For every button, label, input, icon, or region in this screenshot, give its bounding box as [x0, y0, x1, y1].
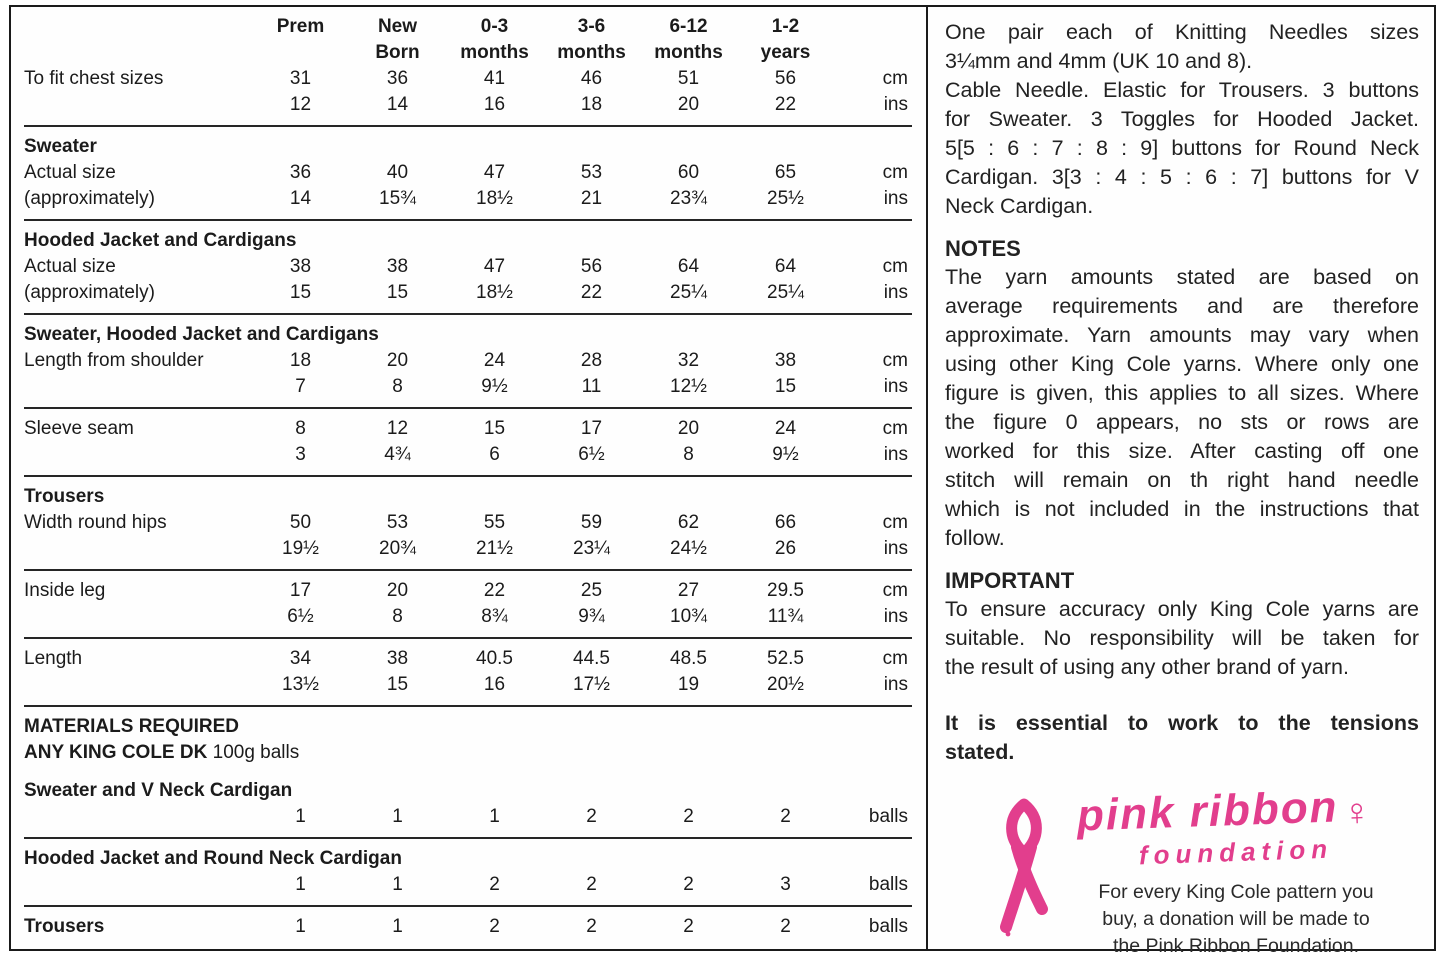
cell-value: 1: [392, 916, 403, 937]
cell-value: 2: [780, 806, 791, 827]
cell-value: 8: [295, 418, 306, 439]
cell-value: 2: [586, 806, 597, 827]
cell-value: 31: [289, 68, 312, 89]
cell-value: 25¼: [767, 282, 804, 303]
materials-subheading: [24, 740, 926, 766]
unit-label: ins: [883, 674, 908, 695]
cell-value: 41: [483, 68, 506, 89]
cell-value: 15: [289, 282, 312, 303]
table-row: [24, 646, 926, 672]
column-header-line: 6-12: [669, 16, 708, 37]
text-line: the result of using any other brand of yarn.: [945, 655, 1349, 679]
cell-value: 47: [483, 162, 506, 183]
unit-label: ins: [883, 444, 908, 465]
text-line: the Pink Ribbon Foundation.: [1112, 935, 1360, 957]
table-row: [24, 280, 926, 306]
female-symbol-icon: ♀: [1341, 791, 1374, 835]
cell-value: 19: [677, 674, 700, 695]
cell-value: 36: [386, 68, 409, 89]
cell-value: 51: [677, 68, 700, 89]
pattern-page: [9, 5, 1436, 957]
cell-value: 12½: [670, 376, 707, 397]
unit-label: cm: [882, 648, 908, 669]
cell-value: 24: [483, 350, 506, 371]
cell-value: 65: [774, 162, 797, 183]
cell-value: 1: [489, 806, 500, 827]
column-header-line: months: [654, 42, 723, 63]
cell-value: 15: [386, 282, 409, 303]
text-line: Cardigan. 3[3 : 4 : 5 : 6 : 7] buttons for V: [945, 165, 1419, 189]
table-row: [24, 536, 926, 562]
cell-value: 44.5: [573, 648, 610, 669]
cell-value: 10¾: [670, 606, 707, 627]
tension-note: [945, 709, 1419, 767]
cell-value: 1: [392, 874, 403, 895]
cell-value: 23¾: [670, 188, 707, 209]
text-line: approximate. Yarn amounts may vary when: [945, 323, 1419, 347]
column-header: [737, 14, 834, 66]
cell-value: 18: [289, 350, 312, 371]
cell-value: 29.5: [767, 580, 804, 601]
table-row: [24, 66, 926, 92]
unit-label: ins: [883, 538, 908, 559]
cell-value: 38: [386, 256, 409, 277]
cell-value: 8: [392, 606, 403, 627]
column-header-line: New: [377, 16, 418, 37]
section-header: Sweater: [24, 136, 97, 157]
cell-value: 55: [483, 512, 506, 533]
unit-label: ins: [883, 188, 908, 209]
table-row: [24, 160, 926, 186]
cell-value: 60: [677, 162, 700, 183]
cell-value: 20¾: [379, 538, 416, 559]
cell-value: 2: [586, 874, 597, 895]
cell-value: 52.5: [767, 648, 804, 669]
pink-ribbon-icon: [993, 797, 1055, 947]
cell-value: 2: [489, 874, 500, 895]
unit-label: balls: [868, 874, 908, 895]
text-line: One pair each of Knitting Needles sizes: [945, 20, 1419, 44]
row-label: Length: [24, 648, 83, 669]
unit-label: ins: [883, 282, 908, 303]
cell-value: 64: [677, 256, 700, 277]
table-row: [24, 510, 926, 536]
divider: [24, 219, 912, 221]
cell-value: 18½: [476, 282, 513, 303]
cell-value: 3: [780, 874, 791, 895]
text-line: figure is given, this applies to all sizes. Where: [945, 381, 1419, 405]
cell-value: 6½: [578, 444, 605, 465]
cell-value: 20: [677, 94, 700, 115]
table-row: [24, 374, 926, 400]
cell-value: 11: [581, 376, 602, 397]
notes-body: [945, 263, 1419, 553]
cell-value: 22: [580, 282, 603, 303]
cell-value: 56: [580, 256, 603, 277]
cell-value: 38: [774, 350, 797, 371]
table-row: [24, 604, 926, 630]
cell-value: 17: [289, 580, 312, 601]
cell-value: 22: [774, 94, 797, 115]
notes-heading: NOTES: [945, 236, 1021, 261]
divider: [24, 125, 912, 127]
column-header-line: Prem: [276, 16, 325, 37]
table-row: [24, 416, 926, 442]
cell-value: 18: [580, 94, 603, 115]
cell-value: 36: [289, 162, 312, 183]
column-header: [543, 14, 640, 66]
cell-value: 59: [580, 512, 603, 533]
cell-value: 20: [677, 418, 700, 439]
cell-value: 24½: [670, 538, 707, 559]
charity-name-line2: foundation: [1138, 833, 1334, 871]
text-line: It is essential to work to the tensions: [945, 711, 1419, 735]
cell-value: 1: [295, 916, 306, 937]
ball-section-header: Sweater and V Neck Cardigan: [24, 780, 293, 801]
text-line: The yarn amounts stated are based on: [945, 265, 1419, 289]
cell-value: 16: [483, 674, 506, 695]
cell-value: 24: [774, 418, 797, 439]
cell-value: 6: [489, 444, 500, 465]
materials-heading: MATERIALS REQUIRED: [24, 716, 239, 737]
cell-value: 2: [683, 916, 694, 937]
text-line: 3¼mm and 4mm (UK 10 and 8).: [945, 49, 1253, 73]
cell-value: 53: [580, 162, 603, 183]
cell-value: 15¾: [379, 188, 416, 209]
cell-value: 50: [289, 512, 312, 533]
cell-value: 1: [295, 806, 306, 827]
column-header-line: years: [760, 42, 811, 63]
row-label: Width round hips: [24, 512, 167, 533]
charity-caption: [1077, 879, 1395, 960]
unit-label: cm: [882, 162, 908, 183]
cell-value: 8¾: [481, 606, 508, 627]
table-row: [24, 804, 926, 830]
cell-value: 19½: [282, 538, 319, 559]
row-label: Trousers: [24, 916, 105, 937]
cell-value: 8: [683, 444, 694, 465]
cell-value: 62: [677, 512, 700, 533]
charity-name-text: pink ribbon: [1076, 782, 1340, 841]
charity-text: [1076, 782, 1395, 960]
table-header-row: [24, 14, 926, 66]
unit-label: cm: [882, 512, 908, 533]
table-row: [24, 186, 926, 212]
column-header-line: 0-3: [480, 16, 509, 37]
row-label: Actual size: [24, 256, 116, 277]
text-line: stated.: [945, 740, 1015, 764]
text-line: 5[5 : 6 : 7 : 8 : 9] buttons for Round Neck: [945, 136, 1419, 160]
column-header: [349, 14, 446, 66]
cell-value: 27: [677, 580, 700, 601]
cell-value: 14: [386, 94, 409, 115]
row-label: Actual size: [24, 162, 116, 183]
charity-name-line1: [1076, 783, 1395, 840]
column-header: [640, 14, 737, 66]
cell-value: 15: [483, 418, 506, 439]
table-row: [24, 672, 926, 698]
cell-value: 11¾: [767, 606, 804, 627]
divider: [24, 475, 912, 477]
unit-label: balls: [868, 806, 908, 827]
cell-value: 23¼: [573, 538, 610, 559]
text-line: which is not included in the instructions that: [945, 497, 1419, 521]
cell-value: 22: [483, 580, 506, 601]
cell-value: 32: [677, 350, 700, 371]
cell-value: 53: [386, 512, 409, 533]
column-header-line: months: [460, 42, 529, 63]
cell-value: 21½: [476, 538, 513, 559]
cell-value: 1: [392, 806, 403, 827]
unit-label: ins: [883, 376, 908, 397]
unit-label: cm: [882, 68, 908, 89]
text-line: worked for this size. After casting off one: [945, 439, 1419, 463]
cell-value: 20: [386, 580, 409, 601]
notes-panel: [928, 7, 1434, 957]
cell-value: 17½: [573, 674, 610, 695]
cell-value: 28: [580, 350, 603, 371]
section-header: Hooded Jacket and Cardigans: [24, 230, 297, 251]
row-label: Length from shoulder: [24, 350, 204, 371]
text-line: the figure 0 appears, no sts or rows are: [945, 410, 1419, 434]
cell-value: 3: [295, 444, 306, 465]
cell-value: 16: [483, 94, 506, 115]
cell-value: 9½: [772, 444, 799, 465]
cell-value: 4¾: [384, 444, 411, 465]
unit-label: cm: [882, 350, 908, 371]
divider: [24, 837, 912, 839]
cell-value: 20½: [767, 674, 804, 695]
divider: [24, 569, 912, 571]
size-table: [24, 14, 926, 940]
section-header: Sweater, Hooded Jacket and Cardigans: [24, 324, 379, 345]
row-label: (approximately): [24, 282, 155, 303]
cell-value: 2: [586, 916, 597, 937]
important-body: [945, 595, 1419, 682]
ball-section-header: Hooded Jacket and Round Neck Cardigan: [24, 848, 402, 869]
row-label: Inside leg: [24, 580, 106, 601]
size-table-panel: [11, 7, 928, 949]
cell-value: 2: [683, 874, 694, 895]
unit-label: cm: [882, 418, 908, 439]
table-row: [24, 92, 926, 118]
cell-value: 12: [289, 94, 312, 115]
column-header-line: 1-2: [771, 16, 800, 37]
unit-label: ins: [883, 606, 908, 627]
cell-value: 14: [289, 188, 312, 209]
text-line: using other King Cole yarns. Where only one: [945, 352, 1419, 376]
table-row: [24, 914, 926, 940]
cell-value: 17: [580, 418, 603, 439]
cell-value: 26: [774, 538, 797, 559]
cell-value: 56: [774, 68, 797, 89]
table-row: [24, 578, 926, 604]
divider: [24, 637, 912, 639]
text-line: average requirements and are therefore: [945, 294, 1419, 318]
cell-value: 66: [774, 512, 797, 533]
cell-value: 25: [580, 580, 603, 601]
yarn-name: ANY KING COLE DK: [24, 742, 208, 763]
cell-value: 40.5: [476, 648, 513, 669]
column-header-line: Born: [375, 42, 420, 63]
cell-value: 34: [289, 648, 312, 669]
cell-value: 38: [386, 648, 409, 669]
cell-value: 12: [386, 418, 409, 439]
important-heading: IMPORTANT: [945, 568, 1075, 593]
table-row: [24, 254, 926, 280]
cell-value: 15: [386, 674, 409, 695]
text-line: Cable Needle. Elastic for Trousers. 3 buttons: [945, 78, 1419, 102]
unit-label: cm: [882, 256, 908, 277]
divider: [24, 905, 912, 907]
cell-value: 2: [683, 806, 694, 827]
cell-value: 6½: [287, 606, 314, 627]
table-row: [24, 348, 926, 374]
yarn-detail: 100g balls: [212, 742, 300, 763]
divider: [24, 705, 912, 707]
cell-value: 25½: [767, 188, 804, 209]
text-line: suitable. No responsibility will be taken for: [945, 626, 1419, 650]
cell-value: 25¼: [670, 282, 707, 303]
cell-value: 64: [774, 256, 797, 277]
cell-value: 40: [386, 162, 409, 183]
unit-label: cm: [882, 580, 908, 601]
cell-value: 2: [489, 916, 500, 937]
divider: [24, 313, 912, 315]
cell-value: 20: [386, 350, 409, 371]
row-label: (approximately): [24, 188, 155, 209]
column-header: [446, 14, 543, 66]
column-header: [252, 14, 349, 40]
row-label: To fit chest sizes: [24, 68, 164, 89]
cell-value: 8: [392, 376, 403, 397]
unit-label: ins: [883, 94, 908, 115]
cell-value: 9½: [481, 376, 508, 397]
pink-ribbon-foundation-logo: [945, 782, 1419, 960]
accessories-note: [945, 76, 1419, 221]
table-row: [24, 442, 926, 468]
cell-value: 38: [289, 256, 312, 277]
row-label: Sleeve seam: [24, 418, 134, 439]
column-header-line: months: [557, 42, 626, 63]
cell-value: 9¾: [578, 606, 605, 627]
section-header: Trousers: [24, 486, 105, 507]
cell-value: 18½: [476, 188, 513, 209]
needles-note: [945, 18, 1419, 76]
text-line: To ensure accuracy only King Cole yarns are: [945, 597, 1419, 621]
text-line: follow.: [945, 526, 1005, 550]
table-row: [24, 872, 926, 898]
cell-value: 48.5: [670, 648, 707, 669]
cell-value: 15: [774, 376, 797, 397]
text-line: buy, a donation will be made to: [1102, 908, 1370, 930]
text-line: for Sweater. 3 Toggles for Hooded Jacket.: [945, 107, 1419, 131]
cell-value: 2: [780, 916, 791, 937]
text-line: For every King Cole pattern you: [1098, 881, 1374, 903]
text-line: Neck Cardigan.: [945, 194, 1094, 218]
cell-value: 7: [295, 376, 306, 397]
cell-value: 21: [580, 188, 603, 209]
cell-value: 46: [580, 68, 603, 89]
cell-value: 47: [483, 256, 506, 277]
divider: [24, 407, 912, 409]
text-line: stitch will remain on th right hand needle: [945, 468, 1419, 492]
cell-value: 13½: [282, 674, 319, 695]
cell-value: 1: [295, 874, 306, 895]
column-header-line: 3-6: [577, 16, 606, 37]
unit-label: balls: [868, 916, 908, 937]
